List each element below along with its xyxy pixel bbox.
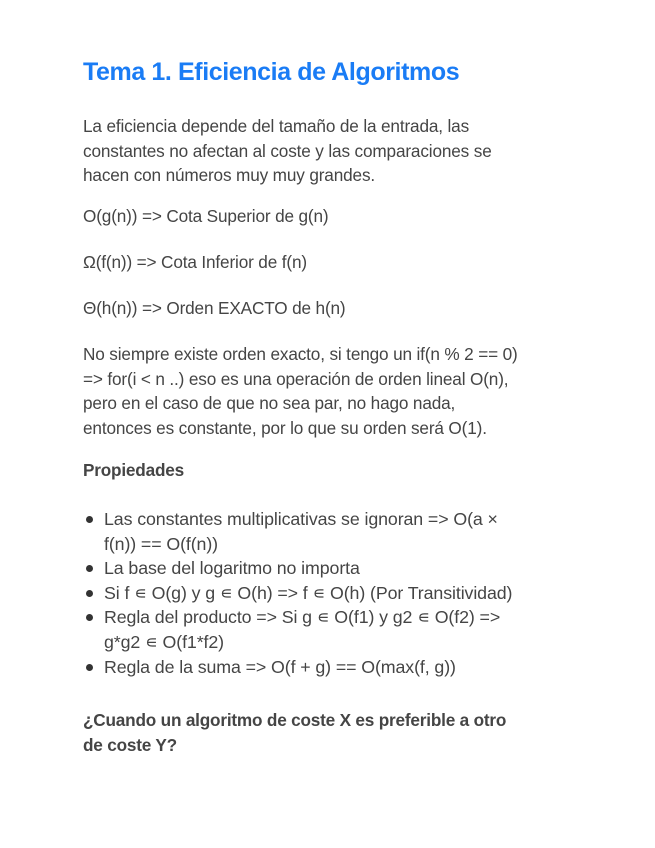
intro-line: hacen con números muy muy grandes. [83,165,376,185]
list-item: Regla del producto => Si g ∊ O(f1) y g2 ∊ O(f2) => g*g2 ∊ O(f1*f2) [83,605,512,654]
intro-line: constantes no afectan al coste y las comparaciones se [83,140,492,161]
properties-list [83,507,512,679]
big-o-definition: O(g(n)) => Cota Superior de g(n) [83,206,329,226]
list-item: Si f ∊ O(g) y g ∊ O(h) => f ∊ O(h) (Por Transitividad) [83,581,512,606]
question-heading: ¿Cuando un algoritmo de coste X es preferible a otro de coste Y? [83,710,507,755]
page-title: Tema 1. Eficiencia de Algoritmos [83,58,460,86]
theta-definition: Θ(h(n)) => Orden EXACTO de h(n) [83,298,346,318]
note-line: => for(i < n ..) eso es una operación de orden lineal O(n), [83,368,509,389]
bullet-icon [86,590,93,597]
omega-definition: Ω(f(n)) => Cota Inferior de f(n) [83,252,307,272]
exact-order-note [83,342,518,440]
note-line: entonces es constante, por lo que su orden será O(1). [83,417,487,438]
bullet-icon [86,565,93,572]
bullet-icon [86,516,93,523]
bullet-icon [86,664,93,671]
intro-paragraph [83,114,492,188]
list-item: La base del logaritmo no importa [83,556,512,581]
intro-line: La eficiencia depende del tamaño de la entrada, las [83,116,470,136]
properties-heading: Propiedades [83,460,184,480]
list-item: Regla de la suma => O(f + g) == O(max(f, g)) [83,655,512,680]
bullet-icon [86,614,93,621]
note-line: pero en el caso de que no sea par, no hago nada, [83,393,456,413]
list-item: Las constantes multiplicativas se ignoran => O(a × f(n)) == O(f(n)) [83,507,512,556]
note-line: No siempre existe orden exacto, si tengo un if(n % 2 == 0) [83,344,518,364]
